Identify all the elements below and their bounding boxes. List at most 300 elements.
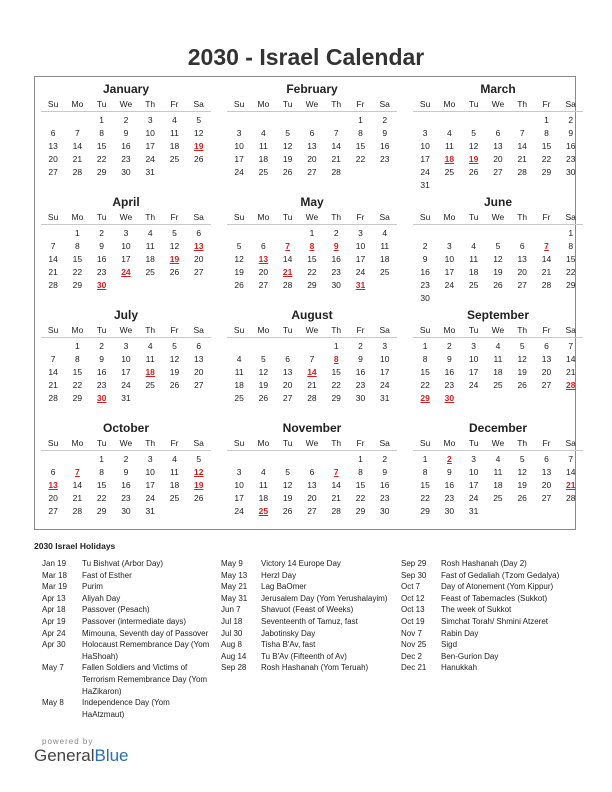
holiday-date: May 8 (42, 698, 64, 708)
day-cell: 12 (169, 241, 180, 251)
day-cell: 11 (145, 241, 155, 251)
day-cell: 16 (355, 367, 366, 377)
empty-day-cell (413, 227, 437, 240)
day-cell: 29 (541, 167, 552, 177)
empty-day-cell (187, 392, 211, 405)
day-cell: 23 (355, 380, 366, 390)
day-cell: 24 (234, 167, 244, 177)
day-cell: 25 (258, 167, 269, 177)
day-cell: 10 (234, 141, 244, 151)
day-cell: 30 (331, 280, 341, 290)
holiday-item (401, 558, 581, 570)
empty-day-cell (559, 505, 583, 518)
day-cell: 3 (147, 454, 153, 464)
day-cell: 29 (420, 506, 430, 516)
day-cell: 19 (493, 267, 503, 277)
holiday-day-cell: 21 (282, 267, 293, 277)
holiday-day-cell: 29 (420, 393, 430, 403)
empty-day-cell (486, 292, 510, 305)
weekday-label: Tu (468, 325, 479, 335)
holiday-date: Oct 7 (401, 582, 421, 592)
week-row (41, 227, 211, 240)
month-june (413, 194, 583, 307)
day-cell: 29 (72, 393, 83, 403)
weekday-label: Tu (96, 325, 107, 335)
day-cell: 10 (468, 467, 479, 477)
day-cell: 2 (447, 341, 452, 351)
day-cell: 29 (307, 280, 317, 290)
day-cell: 20 (307, 154, 317, 164)
day-cell: 19 (234, 267, 244, 277)
week-row (41, 366, 211, 379)
month-october (41, 420, 211, 533)
day-cell: 20 (541, 367, 552, 377)
holiday-day-cell: 30 (96, 280, 107, 290)
weekday-label: Su (233, 325, 245, 335)
week-row (413, 340, 583, 353)
weekday-label: Tu (468, 99, 479, 109)
day-cell: 10 (145, 128, 155, 138)
day-cell: 24 (420, 167, 430, 177)
holiday-day-cell: 13 (193, 241, 204, 251)
holiday-date: Sep 28 (221, 663, 247, 673)
day-cell: 10 (121, 241, 131, 251)
empty-day-cell (251, 114, 275, 127)
day-cell: 5 (471, 128, 477, 138)
holiday-date: Nov 25 (401, 640, 427, 650)
day-cell: 5 (196, 115, 202, 125)
weekday-header (41, 436, 211, 451)
day-cell: 22 (565, 267, 576, 277)
weekday-label: Sa (565, 212, 576, 222)
day-cell: 14 (48, 367, 58, 377)
empty-day-cell (437, 227, 461, 240)
day-cell: 2 (422, 241, 428, 251)
day-cell: 15 (331, 367, 341, 377)
holiday-name: The week of Sukkot (441, 605, 512, 615)
day-cell: 15 (96, 141, 107, 151)
day-cell: 8 (75, 354, 80, 364)
week-row (413, 292, 583, 305)
day-cell: 26 (468, 167, 479, 177)
empty-day-cell (187, 166, 211, 179)
day-cell: 9 (99, 354, 105, 364)
day-cell: 26 (234, 280, 244, 290)
week-row (41, 240, 211, 253)
holiday-date: Apr 30 (42, 640, 66, 650)
day-cell: 25 (493, 380, 503, 390)
day-cell: 28 (72, 506, 83, 516)
holiday-item (42, 662, 212, 697)
holiday-day-cell: 2 (447, 454, 452, 464)
week-row (41, 505, 211, 518)
holiday-date: Aug 14 (221, 651, 247, 661)
week-row (227, 140, 397, 153)
day-cell: 23 (121, 493, 131, 503)
day-cell: 6 (196, 341, 202, 351)
day-cell: 4 (147, 228, 153, 238)
day-cell: 25 (468, 280, 479, 290)
holiday-date: May 13 (221, 570, 248, 580)
day-cell: 2 (382, 115, 388, 125)
weekday-label: Th (517, 99, 528, 109)
day-cell: 6 (519, 241, 525, 251)
weekday-label: Su (47, 212, 59, 222)
holiday-item (42, 581, 212, 593)
month-may (227, 194, 397, 307)
empty-day-cell (162, 392, 186, 405)
empty-day-cell (187, 279, 211, 292)
holiday-day-cell: 9 (333, 241, 339, 251)
day-cell: 24 (468, 380, 479, 390)
day-cell: 3 (422, 128, 428, 138)
day-cell: 16 (121, 480, 131, 490)
day-cell: 7 (50, 241, 56, 251)
day-cell: 15 (541, 141, 552, 151)
day-cell: 23 (121, 154, 131, 164)
month-name: August (291, 308, 333, 322)
holiday-date: Sep 29 (401, 559, 427, 568)
day-cell: 15 (565, 254, 576, 264)
weekday-label: We (491, 438, 505, 448)
empty-day-cell (413, 114, 437, 127)
weekday-label: Fr (170, 99, 179, 109)
empty-day-cell (251, 340, 275, 353)
day-cell: 15 (355, 141, 366, 151)
week-row (413, 479, 583, 492)
weekday-label: Fr (170, 325, 179, 335)
holiday-date: Mar 18 (42, 570, 67, 580)
day-cell: 31 (468, 506, 479, 516)
day-cell: 8 (422, 354, 428, 364)
holiday-item (401, 639, 581, 651)
empty-day-cell (348, 166, 372, 179)
empty-day-cell (227, 227, 251, 240)
day-cell: 16 (379, 141, 390, 151)
weekday-label: Su (233, 212, 245, 222)
day-cell: 26 (517, 380, 527, 390)
weekday-label: Mo (257, 325, 270, 335)
day-cell: 28 (282, 280, 293, 290)
weekday-label: Fr (542, 212, 551, 222)
day-cell: 20 (48, 493, 58, 503)
holiday-name: Victory 14 Europe Day (261, 559, 341, 568)
weekday-label: Tu (96, 438, 107, 448)
day-cell: 14 (331, 141, 341, 151)
day-cell: 4 (447, 128, 452, 138)
day-cell: 2 (123, 115, 129, 125)
day-cell: 24 (379, 380, 390, 390)
weekday-header (227, 323, 397, 338)
holiday-date: May 7 (42, 663, 64, 673)
weekday-label: Tu (282, 212, 293, 222)
day-cell: 7 (75, 128, 80, 138)
day-cell: 1 (422, 341, 428, 351)
day-cell: 16 (444, 480, 455, 490)
week-row (413, 453, 583, 466)
empty-day-cell (462, 392, 486, 405)
day-cell: 7 (568, 454, 574, 464)
day-cell: 6 (544, 454, 549, 464)
holiday-name: Passover (intermediate days) (82, 616, 187, 626)
day-cell: 9 (123, 467, 129, 477)
day-cell: 18 (258, 154, 269, 164)
day-cell: 14 (282, 254, 293, 264)
day-cell: 9 (568, 128, 574, 138)
holiday-day-cell: 7 (75, 467, 80, 477)
holiday-day-cell: 13 (48, 480, 58, 490)
weekday-label: Tu (282, 325, 293, 335)
day-cell: 26 (493, 280, 503, 290)
day-cell: 23 (96, 267, 107, 277)
day-cell: 28 (72, 167, 83, 177)
page-title: 2030 - Israel Calendar (187, 44, 425, 70)
weekday-label: Th (517, 325, 528, 335)
day-cell: 7 (519, 128, 525, 138)
holiday-item (42, 628, 212, 640)
week-row (413, 505, 583, 518)
weekday-label: Tu (282, 99, 293, 109)
day-cell: 19 (282, 154, 293, 164)
day-cell: 5 (519, 454, 525, 464)
weekday-label: We (119, 438, 133, 448)
day-cell: 29 (565, 280, 576, 290)
day-cell: 26 (169, 267, 180, 277)
day-cell: 10 (468, 354, 479, 364)
day-cell: 4 (495, 341, 501, 351)
day-cell: 13 (193, 354, 204, 364)
day-cell: 10 (444, 254, 455, 264)
holiday-day-cell: 21 (565, 480, 576, 490)
day-cell: 15 (420, 367, 430, 377)
day-cell: 24 (145, 154, 155, 164)
week-row (413, 166, 583, 179)
week-row (227, 453, 397, 466)
day-cell: 17 (379, 367, 390, 377)
weekday-label: Fr (356, 325, 365, 335)
week-row (413, 253, 583, 266)
day-cell: 30 (565, 167, 576, 177)
day-cell: 12 (517, 354, 527, 364)
day-cell: 24 (145, 493, 155, 503)
weekday-header (41, 323, 211, 338)
day-cell: 25 (493, 493, 503, 503)
day-cell: 9 (123, 128, 129, 138)
day-cell: 5 (172, 228, 177, 238)
holiday-day-cell: 31 (355, 280, 366, 290)
holiday-name: Sigd (441, 640, 458, 650)
brand-blue: Blue (94, 746, 129, 765)
empty-day-cell (114, 279, 138, 292)
day-cell: 1 (99, 115, 105, 125)
brand-general: General (34, 746, 95, 765)
day-cell: 21 (48, 380, 58, 390)
empty-day-cell (559, 392, 583, 405)
day-cell: 22 (96, 154, 107, 164)
weekday-label: Sa (565, 325, 576, 335)
week-row (413, 279, 583, 292)
day-cell: 17 (468, 367, 479, 377)
empty-day-cell (41, 340, 65, 353)
day-cell: 15 (96, 480, 107, 490)
holiday-day-cell: 19 (169, 254, 180, 264)
month-september (413, 307, 583, 420)
day-cell: 3 (236, 128, 242, 138)
day-cell: 24 (355, 267, 366, 277)
holiday-item (42, 639, 212, 662)
holiday-name: Feast of Tabernacles (Sukkot) (441, 593, 548, 603)
day-cell: 22 (420, 380, 430, 390)
holiday-item (221, 662, 396, 674)
empty-day-cell (162, 166, 186, 179)
day-cell: 4 (261, 128, 266, 138)
day-cell: 15 (355, 480, 366, 490)
empty-day-cell (276, 227, 300, 240)
day-cell: 14 (72, 141, 83, 151)
day-cell: 4 (471, 241, 477, 251)
holiday-item (221, 581, 396, 593)
weekday-label: Mo (257, 438, 270, 448)
day-cell: 25 (444, 167, 455, 177)
empty-day-cell (486, 179, 510, 192)
day-cell: 23 (444, 493, 455, 503)
holiday-name: Fallen Soldiers and Victims of Terrorism Remembrance Day (Yom HaZikaron) (82, 663, 208, 696)
weekday-label: Fr (170, 438, 179, 448)
holiday-day-cell: 7 (333, 467, 339, 477)
weekday-label: We (119, 325, 133, 335)
empty-day-cell (251, 453, 275, 466)
day-cell: 30 (420, 293, 430, 303)
holiday-name: Tu B'Av (Fifteenth of Av) (261, 651, 347, 661)
empty-day-cell (324, 114, 348, 127)
holiday-day-cell: 8 (309, 241, 315, 251)
weekday-label: Mo (71, 325, 84, 335)
day-cell: 13 (307, 141, 317, 151)
day-cell: 27 (541, 380, 552, 390)
holiday-name: Mimouna, Seventh day of Passover (82, 628, 209, 638)
day-cell: 10 (355, 241, 366, 251)
day-cell: 21 (48, 267, 58, 277)
holiday-name: Fast of Gedaliah (Tzom Gedalya) (441, 570, 560, 580)
holiday-item (42, 558, 212, 570)
weekday-label: Sa (193, 438, 204, 448)
day-cell: 1 (75, 341, 80, 351)
empty-day-cell (510, 392, 534, 405)
week-row (41, 340, 211, 353)
holiday-day-cell: 30 (96, 393, 107, 403)
weekday-label: Fr (542, 99, 551, 109)
holiday-date: Jul 30 (221, 628, 243, 638)
day-cell: 3 (147, 115, 153, 125)
empty-day-cell (162, 279, 186, 292)
day-cell: 21 (331, 154, 341, 164)
day-cell: 31 (145, 167, 155, 177)
day-cell: 22 (72, 267, 83, 277)
holidays-title: 2030 Israel Holidays (34, 541, 116, 551)
holiday-item (401, 581, 581, 593)
weekday-label: Mo (443, 212, 456, 222)
weekday-label: Fr (356, 212, 365, 222)
weekday-label: Mo (71, 99, 84, 109)
day-cell: 27 (193, 267, 204, 277)
day-cell: 18 (169, 141, 180, 151)
day-cell: 12 (517, 467, 527, 477)
day-cell: 13 (517, 254, 527, 264)
day-cell: 9 (382, 128, 388, 138)
weekday-label: Th (145, 212, 156, 222)
day-cell: 6 (196, 228, 202, 238)
holiday-date: Jan 19 (42, 559, 67, 568)
day-cell: 16 (96, 367, 107, 377)
month-january (41, 81, 211, 194)
empty-day-cell (534, 292, 558, 305)
day-cell: 21 (517, 154, 527, 164)
holiday-day-cell: 19 (193, 480, 204, 490)
holiday-date: May 9 (221, 559, 243, 568)
day-cell: 23 (96, 380, 107, 390)
day-cell: 11 (380, 241, 390, 251)
day-cell: 31 (145, 506, 155, 516)
day-cell: 23 (379, 493, 390, 503)
week-row (227, 240, 397, 253)
empty-day-cell (534, 505, 558, 518)
day-cell: 16 (565, 141, 576, 151)
weekday-label: Mo (71, 212, 84, 222)
weekday-label: Su (419, 212, 431, 222)
day-cell: 13 (493, 141, 503, 151)
holiday-name: Shavuot (Feast of Weeks) (261, 605, 354, 615)
day-cell: 29 (355, 506, 366, 516)
holiday-day-cell: 24 (121, 267, 131, 277)
week-row (413, 227, 583, 240)
holiday-date: May 31 (221, 593, 248, 603)
day-cell: 9 (358, 354, 363, 364)
day-cell: 5 (519, 341, 525, 351)
day-cell: 13 (48, 141, 58, 151)
day-cell: 26 (193, 154, 204, 164)
day-cell: 26 (169, 380, 180, 390)
month-name: November (282, 421, 342, 435)
holiday-date: Oct 19 (401, 616, 425, 626)
day-cell: 21 (331, 493, 341, 503)
day-cell: 18 (169, 480, 180, 490)
empty-day-cell (300, 453, 324, 466)
day-cell: 2 (99, 341, 105, 351)
week-row (227, 166, 397, 179)
day-cell: 1 (99, 454, 105, 464)
day-cell: 13 (541, 354, 552, 364)
day-cell: 20 (282, 380, 293, 390)
holiday-day-cell: 30 (444, 393, 455, 403)
day-cell: 21 (72, 493, 83, 503)
day-cell: 19 (282, 493, 293, 503)
week-row (413, 240, 583, 253)
day-cell: 11 (258, 480, 268, 490)
day-cell: 8 (99, 128, 105, 138)
day-cell: 16 (121, 141, 131, 151)
empty-day-cell (534, 179, 558, 192)
day-cell: 22 (307, 267, 317, 277)
day-cell: 18 (493, 367, 503, 377)
day-cell: 22 (355, 154, 366, 164)
day-cell: 1 (422, 454, 428, 464)
holiday-item (401, 662, 581, 674)
day-cell: 1 (568, 228, 574, 238)
empty-day-cell (138, 392, 162, 405)
day-cell: 27 (541, 493, 552, 503)
empty-day-cell (276, 340, 300, 353)
empty-day-cell (162, 505, 186, 518)
